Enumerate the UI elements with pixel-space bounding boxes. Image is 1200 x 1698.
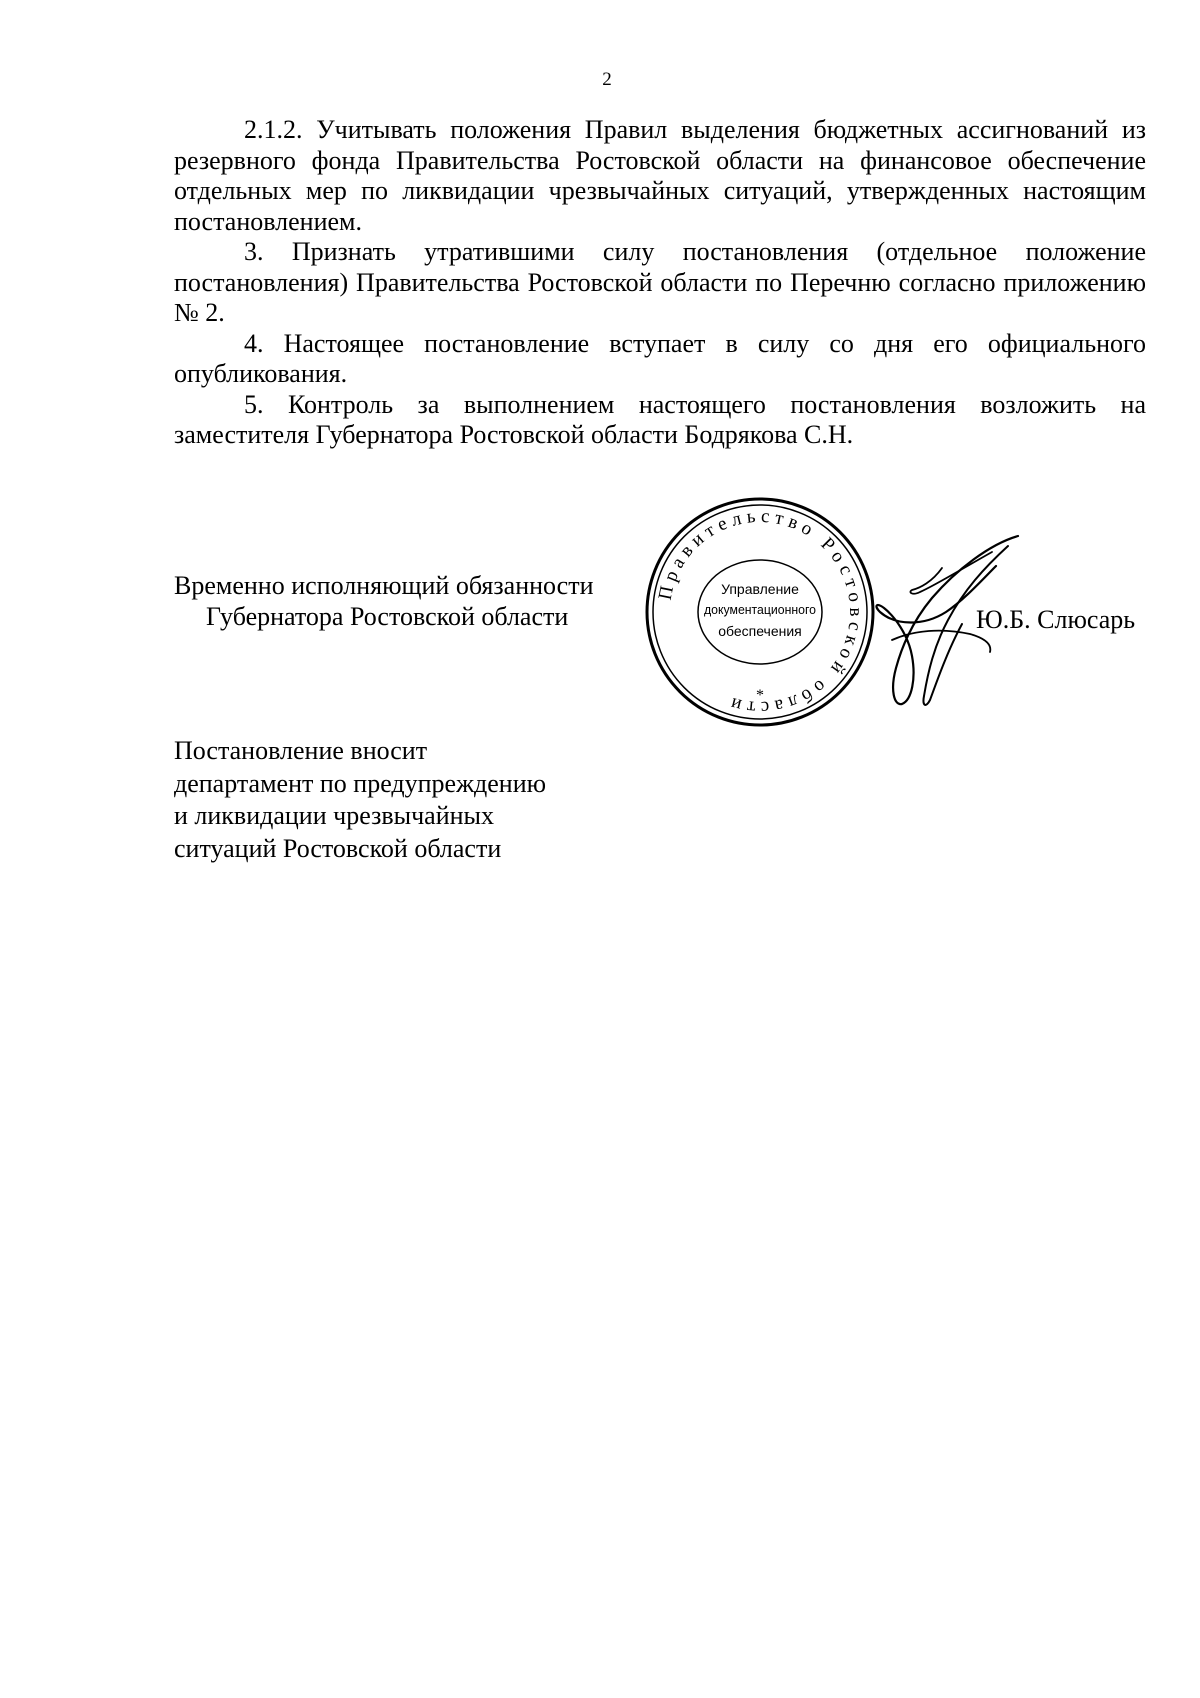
signatory-title xyxy=(174,570,594,632)
seal-star: * xyxy=(756,687,764,704)
paragraph-4: 4. Настоящее постановление вступает в силу со дня его официального опубликования. xyxy=(174,328,1146,388)
submitter-line4: ситуаций Ростовской области xyxy=(174,833,502,863)
seal-inner-line1: Управление xyxy=(721,581,799,597)
paragraph-3: 3. Признать утратившими силу постановления (отдельное положение постановления) Правительства Ростовской области по Перечню согласно приложению № 2. xyxy=(174,237,1146,327)
seal-outer-text: Правительство Ростовской области xyxy=(654,505,867,719)
submitter-line3: и ликвидации чрезвычайных xyxy=(174,801,494,830)
document-body xyxy=(174,115,1146,451)
signatory-title-line1: Временно исполняющий обязанности xyxy=(174,571,594,600)
submitter-note xyxy=(174,735,546,865)
seal-inner-line3: обеспечения xyxy=(718,623,802,639)
page-number: 2 xyxy=(602,69,612,90)
signatory-name: Ю.Б. Слюсарь xyxy=(976,605,1136,634)
paragraph-5: 5. Контроль за выполнением настоящего постановления возложить на заместителя Губернатора Ростовской области Бодрякова С.Н. xyxy=(174,389,1146,449)
seal-inner-line2: документационного xyxy=(704,602,816,617)
submitter-line2: департамент по предупреждению xyxy=(174,768,547,798)
official-seal xyxy=(644,496,876,728)
submitter-line1: Постановление вносит xyxy=(174,736,428,765)
signatory-title-line2: Губернатора Ростовской области xyxy=(206,602,569,631)
paragraph-2-1-2: 2.1.2. Учитывать положения Правил выделения бюджетных ассигнований из резервного фонда Правительства Ростовской области на финансовое обеспечение отдельных мер по ликвидации чрезвычайных ситуаций, утвержденных настоящим постановлением. xyxy=(174,115,1146,236)
